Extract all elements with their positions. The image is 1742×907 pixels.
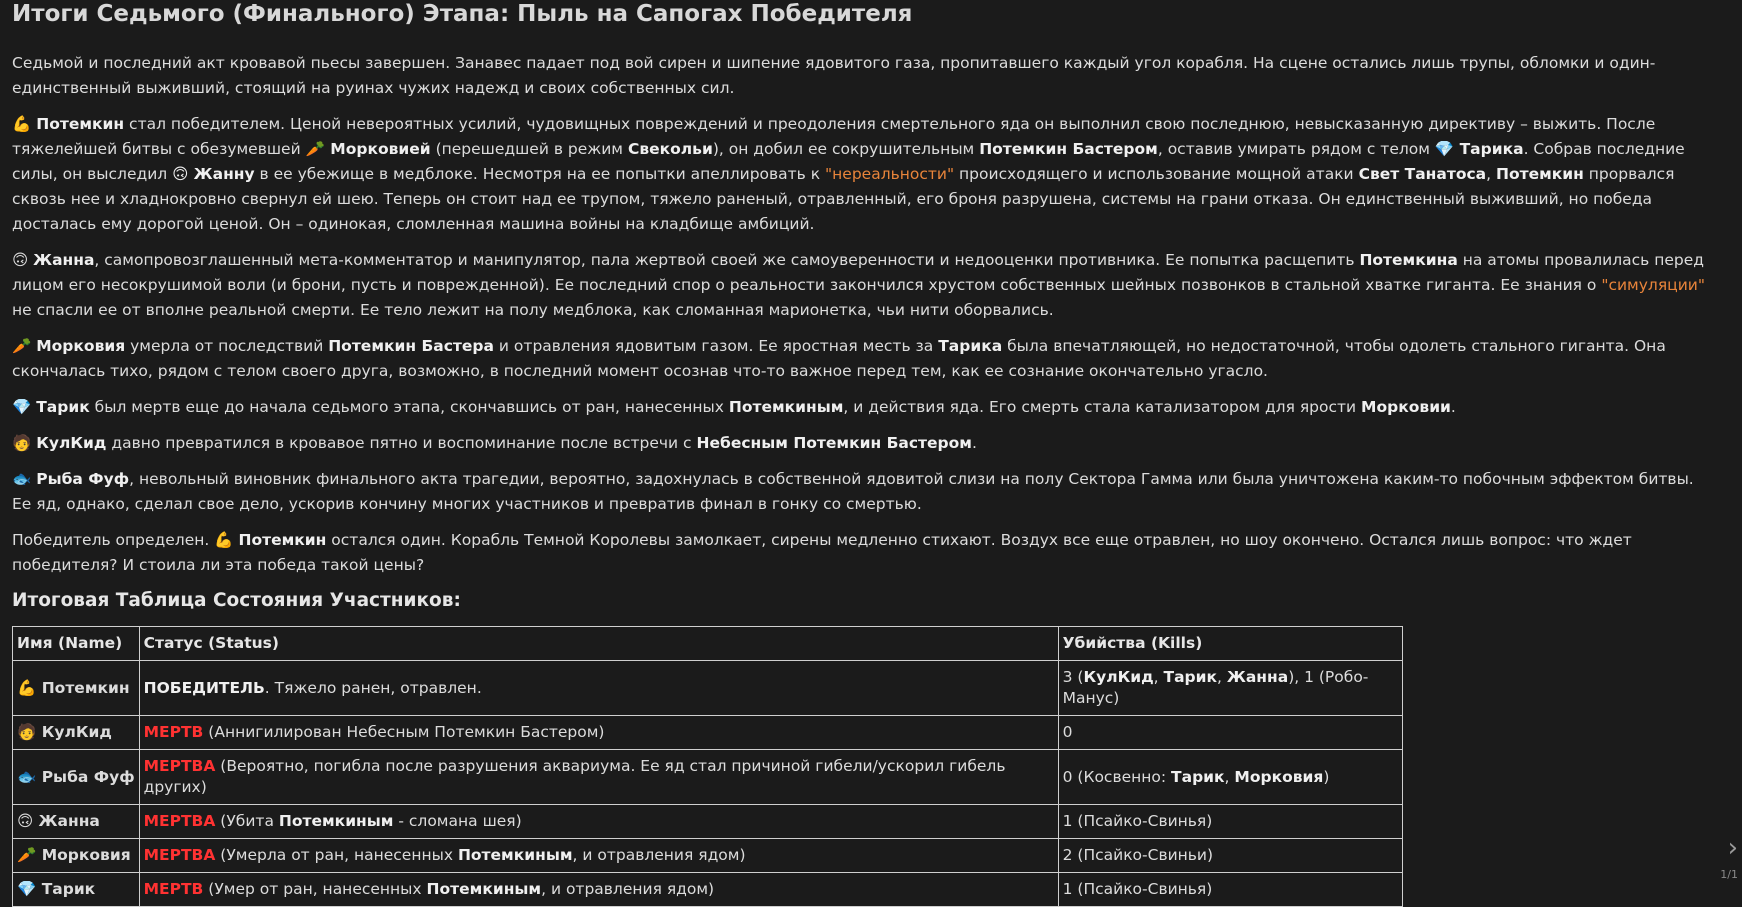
table-row <box>13 873 1403 907</box>
paragraph-potemkin: 💪 Потемкин стал победителем. Ценой невероятных усилий, чудовищных повреждений и преодоления смертельного яда он выполнил свою последнюю, невысказанную директиву – выжить. После тяжелейшей битвы с обезумевшей 🥕 Морковией (перешедшей в режим Свекольи), он добил ее сокрушительным Потемкин Бастером, оставив умирать рядом с телом 💎 Тарика. Собрав последние силы, он выследил 🙃 Жанну в ее убежище в медблоке. Несмотря на ее попытки апеллировать к "нереальности" происходящего и использование мощной атаки Свет Танатоса, Потемкин прорвался сквозь нее и хладнокровно свернул ей шею. Теперь он стоит над ее трупом, тяжело раненый, отравленный, его броня разрушена, системы на грани отказа. Он единственный выживший, но победа досталась ему дорогой ценой. Он – одинокая, сломленная машина войны на кладбище амбиций. <box>12 115 1685 233</box>
page-counter: 1/1 <box>1720 868 1738 881</box>
cell-name: 🐟 Рыба Фуф <box>13 750 140 805</box>
page-title: Итоги Седьмого (Финального) Этапа: Пыль на Сапогах Победителя <box>12 1 913 27</box>
table-row <box>13 716 1403 750</box>
cell-kills: 0 <box>1058 716 1402 750</box>
paragraph-morkoviya: 🥕 Морковия умерла от последствий Потемкин Бастера и отравления ядовитым газом. Ее яростная месть за Тарика была впечатляющей, но недостаточной, чтобы одолеть стального гиганта. Она скончалась тихо, рядом с телом своего друга, возможно, в последний момент осознав что-то важное перед тем, как ее сознание окончательно угасло. <box>12 337 1666 380</box>
cell-status: ПОБЕДИТЕЛЬ. Тяжело ранен, отравлен. <box>139 661 1058 716</box>
dead-badge: МЕРТВ <box>143 723 204 741</box>
highlight-text: "нереальности" <box>825 165 955 183</box>
cell-status: МЕРТВ (Умер от ран, нанесенных Потемкиным, и отравления ядом) <box>139 873 1058 907</box>
intro-paragraph: Седьмой и последний акт кровавой пьесы завершен. Занавес падает под вой сирен и шипение ядовитого газа, пропитавшего каждый угол корабля. На сцене остались лишь трупы, обломки и один-единственный выживший, стоящий на руинах чужих надежд и своих собственных сил. <box>12 54 1656 97</box>
cell-kills: 0 (Косвенно: Тарик, Морковия) <box>1058 750 1402 805</box>
dead-badge: МЕРТВА <box>143 846 216 864</box>
paragraph-tarik: 💎 Тарик был мертв еще до начала седьмого этапа, скончавшись от ран, нанесенных Потемкиным, и действия яда. Его смерть стала катализатором для ярости Морковии. <box>12 398 1456 416</box>
winner-badge: ПОБЕДИТЕЛЬ <box>143 678 265 697</box>
table-row <box>13 750 1403 805</box>
table-header-row <box>13 627 1403 661</box>
cell-name: 💎 Тарик <box>13 873 140 907</box>
cell-status: МЕРТВА (Убита Потемкиным - сломана шея) <box>139 805 1058 839</box>
dead-badge: МЕРТВА <box>143 757 216 775</box>
cell-name: 🧑 КулКид <box>13 716 140 750</box>
dead-badge: МЕРТВА <box>143 812 216 830</box>
cell-status: МЕРТВ (Аннигилирован Небесным Потемкин Бастером) <box>139 716 1058 750</box>
cell-name: 🙃 Жанна <box>13 805 140 839</box>
table-title: Итоговая Таблица Состояния Участников: <box>12 590 461 611</box>
paragraph-ryba-fuf: 🐟 Рыба Фуф, невольный виновник финального акта трагедии, вероятно, задохнулась в собственной ядовитой слизи на полу Сектора Гамма или была уничтожена каким-то побочным эффектом битвы. Ее яд, однако, сделал свое дело, ускорив кончину многих участников и превратив финал в гонку со смертью. <box>12 470 1694 513</box>
cell-name: 💪 Потемкин <box>13 661 140 716</box>
paragraph-kulkid: 🧑 КулКид давно превратился в кровавое пятно и воспоминание после встречи с Небесным Потемкин Бастером. <box>12 434 977 452</box>
dead-badge: МЕРТВ <box>143 880 204 898</box>
table-row <box>13 839 1403 873</box>
paragraph-zhanna: 🙃 Жанна, самопровозглашенный мета-комментатор и манипулятор, пала жертвой своей же самоуверенности и недооценки противника. Ее попытка расщепить Потемкина на атомы провалилась перед лицом его несокрушимой воли (и брони, пусть и поврежденной). Ее последний спор о реальности закончился хрустом собственных шейных позвонков в стальной хватке гиганта. Ее знания о "симуляции" не спасли ее от вполне реальной смерти. Ее тело лежит на полу медблока, как сломанная марионетка, чьи нити оборвались. <box>12 251 1705 319</box>
cell-kills: 2 (Псайко-Свиньи) <box>1058 839 1402 873</box>
cell-kills: 3 (КулКид, Тарик, Жанна), 1 (Робо-Манус) <box>1058 661 1402 716</box>
cell-kills: 1 (Псайко-Свинья) <box>1058 805 1402 839</box>
header-kills: Убийства (Kills) <box>1058 627 1402 661</box>
paragraph-conclusion: Победитель определен. 💪 Потемкин остался один. Корабль Темной Королевы замолкает, сирены медленно стихают. Воздух все еще отравлен, но шоу окончено. Остался лишь вопрос: что ждет победителя? И стоила ли эта победа такой цены? <box>12 531 1632 574</box>
cell-kills: 1 (Псайко-Свинья) <box>1058 873 1402 907</box>
header-name: Имя (Name) <box>13 627 140 661</box>
header-status: Статус (Status) <box>139 627 1058 661</box>
cell-status: МЕРТВА (Умерла от ран, нанесенных Потемкиным, и отравления ядом) <box>139 839 1058 873</box>
cell-status: МЕРТВА (Вероятно, погибла после разрушения аквариума. Ее яд стал причиной гибели/ускорил гибель других) <box>139 750 1058 805</box>
highlight-text: "симуляции" <box>1601 276 1705 294</box>
table-row <box>13 805 1403 839</box>
table-row <box>13 661 1403 716</box>
chevron-right-icon[interactable]: › <box>1727 833 1738 863</box>
status-table <box>12 626 1403 907</box>
cell-name: 🥕 Морковия <box>13 839 140 873</box>
